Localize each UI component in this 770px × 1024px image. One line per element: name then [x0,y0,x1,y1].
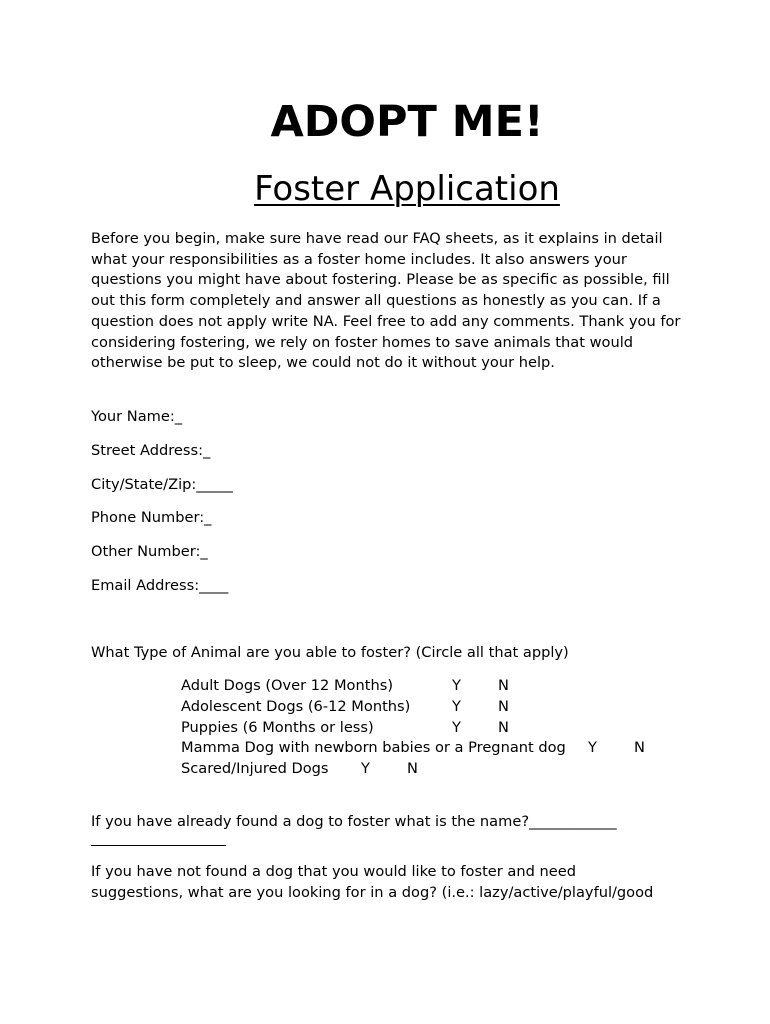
page-title: ADOPT ME! [270,97,544,147]
option-adult-dogs-no[interactable]: N [498,677,509,694]
found-dog-question[interactable]: If you have already found a dog to foster what is the name?____________ [91,813,617,830]
option-adult-dogs-yes[interactable]: Y [452,677,461,694]
answer-line [91,845,226,846]
option-adult-dogs-label: Adult Dogs (Over 12 Months) [181,677,394,694]
intro-paragraph: Before you begin, make sure have read our FAQ sheets, as it explains in detail what your responsibilities as a foster home includes. It also answers your questions you might have about fostering. Please be as specific as possible, fill out this form completely and answer all questions as honestly as you can. If a question does not apply write NA. Feel free to add any comments. Thank you for considering fostering, we rely on foster homes to save animals that would otherwise be put to sleep, we could not do it without your help. [91,230,681,372]
suggestion-question-line-1: If you have not found a dog that you would like to foster and need [91,863,576,880]
option-adolescent-dogs-yes[interactable]: Y [452,698,461,715]
street-address-field[interactable]: Street Address:_ [91,442,211,459]
option-mamma-dog-no[interactable]: N [634,739,645,756]
option-scared-injured-no[interactable]: N [407,760,418,777]
option-scared-injured-label: Scared/Injured Dogs [181,760,329,777]
phone-number-field[interactable]: Phone Number:_ [91,509,212,526]
suggestion-question-line-2: suggestions, what are you looking for in a dog? (i.e.: lazy/active/playful/good [91,884,654,901]
page-subtitle: Foster Application [254,169,560,209]
option-mamma-dog-label: Mamma Dog with newborn babies or a Pregnant dog [181,739,566,756]
option-puppies-yes[interactable]: Y [452,719,461,736]
city-state-zip-field[interactable]: City/State/Zip:_____ [91,476,233,493]
option-puppies-no[interactable]: N [498,719,509,736]
option-mamma-dog-yes[interactable]: Y [588,739,597,756]
option-adolescent-dogs-no[interactable]: N [498,698,509,715]
animal-type-question: What Type of Animal are you able to foster? (Circle all that apply) [91,644,569,661]
other-number-field[interactable]: Other Number:_ [91,543,208,560]
option-puppies-label: Puppies (6 Months or less) [181,719,374,736]
option-scared-injured-yes[interactable]: Y [361,760,370,777]
email-address-field[interactable]: Email Address:____ [91,577,229,594]
option-adolescent-dogs-label: Adolescent Dogs (6-12 Months) [181,698,411,715]
name-field[interactable]: Your Name:_ [91,408,183,425]
